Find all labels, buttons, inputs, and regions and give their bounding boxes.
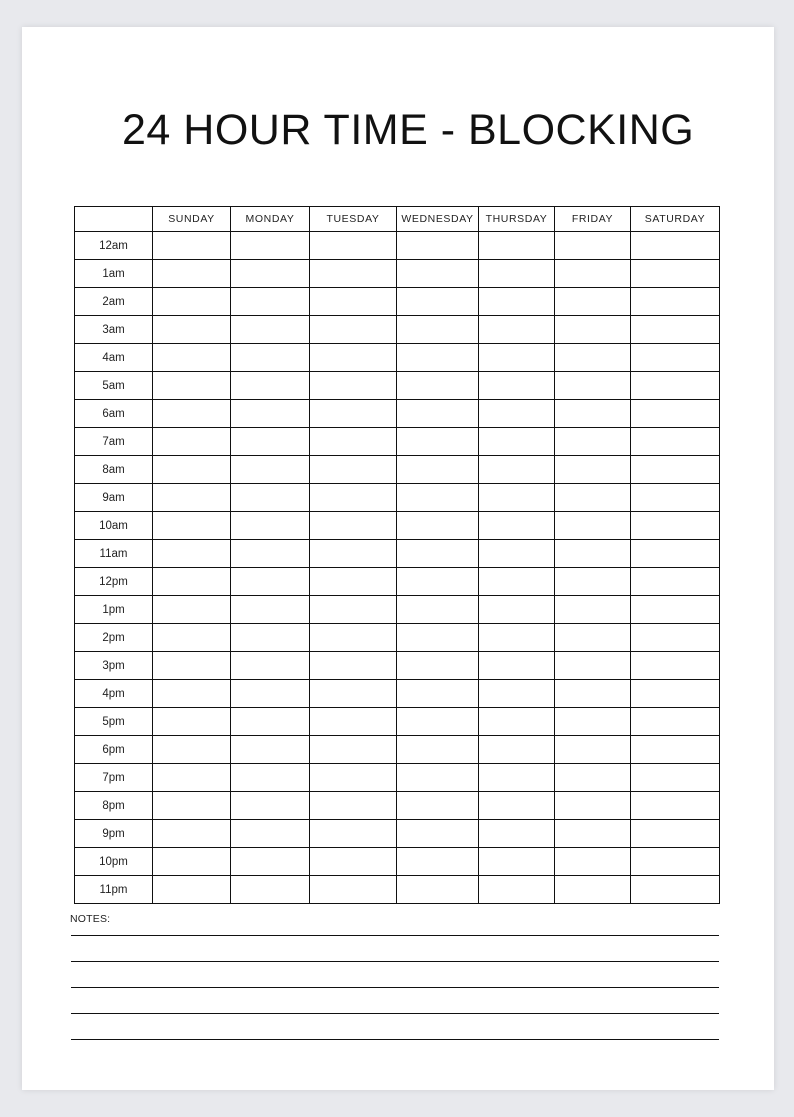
time-block-cell[interactable] [479, 848, 555, 876]
time-block-cell[interactable] [555, 512, 631, 540]
time-row [75, 876, 720, 904]
time-block-cell[interactable] [153, 260, 231, 288]
time-block-cell[interactable] [153, 456, 231, 484]
time-block-cell[interactable] [231, 456, 310, 484]
time-block-cell[interactable] [153, 764, 231, 792]
time-block-cell[interactable] [631, 316, 720, 344]
time-block-cell[interactable] [153, 680, 231, 708]
time-row [75, 372, 720, 400]
time-block-cell[interactable] [310, 428, 397, 456]
time-row [75, 484, 720, 512]
page-title: 24 HOUR TIME - BLOCKING [122, 106, 695, 154]
time-block-cell[interactable] [479, 512, 555, 540]
time-block-cell[interactable] [310, 624, 397, 652]
time-block-cell[interactable] [479, 820, 555, 848]
time-block-cell[interactable] [555, 232, 631, 260]
time-block-cell[interactable] [153, 316, 231, 344]
time-label: 4pm [75, 680, 153, 708]
time-block-cell[interactable] [631, 764, 720, 792]
time-block-cell[interactable] [397, 512, 479, 540]
time-block-cell[interactable] [397, 232, 479, 260]
time-block-cell[interactable] [397, 372, 479, 400]
time-block-cell[interactable] [479, 316, 555, 344]
time-label: 10am [75, 512, 153, 540]
time-block-cell[interactable] [231, 820, 310, 848]
time-block-cell[interactable] [479, 680, 555, 708]
time-block-cell[interactable] [631, 400, 720, 428]
time-block-cell[interactable] [631, 568, 720, 596]
time-block-cell[interactable] [310, 848, 397, 876]
time-block-cell[interactable] [555, 400, 631, 428]
time-label: 7pm [75, 764, 153, 792]
time-block-cell[interactable] [555, 568, 631, 596]
time-block-cell[interactable] [231, 400, 310, 428]
time-block-cell[interactable] [631, 484, 720, 512]
time-block-cell[interactable] [310, 568, 397, 596]
time-block-cell[interactable] [479, 456, 555, 484]
time-block-cell[interactable] [231, 680, 310, 708]
time-block-cell[interactable] [555, 876, 631, 904]
time-row [75, 260, 720, 288]
time-block-cell[interactable] [231, 624, 310, 652]
notes-line [71, 935, 719, 936]
time-block-cell[interactable] [153, 372, 231, 400]
time-block-cell[interactable] [479, 596, 555, 624]
day-header: WEDNESDAY [397, 207, 479, 232]
time-block-cell[interactable] [555, 736, 631, 764]
time-block-cell[interactable] [231, 288, 310, 316]
notes-line [71, 1013, 719, 1014]
time-block-cell[interactable] [555, 456, 631, 484]
notes-label: NOTES: [70, 913, 111, 925]
day-header: SUNDAY [153, 207, 231, 232]
time-label: 6am [75, 400, 153, 428]
time-block-cell[interactable] [631, 792, 720, 820]
time-block-cell[interactable] [310, 232, 397, 260]
time-block-cell[interactable] [631, 232, 720, 260]
time-block-cell[interactable] [479, 400, 555, 428]
time-block-cell[interactable] [397, 540, 479, 568]
time-block-cell[interactable] [555, 596, 631, 624]
time-block-cell[interactable] [153, 288, 231, 316]
time-block-cell[interactable] [153, 540, 231, 568]
time-block-cell[interactable] [231, 876, 310, 904]
time-block-cell[interactable] [555, 680, 631, 708]
time-block-cell[interactable] [310, 344, 397, 372]
time-block-cell[interactable] [479, 792, 555, 820]
time-block-cell[interactable] [231, 232, 310, 260]
time-label: 2am [75, 288, 153, 316]
time-rows [75, 232, 720, 904]
time-block-cell[interactable] [153, 652, 231, 680]
time-block-cell[interactable] [397, 260, 479, 288]
time-block-cell[interactable] [397, 764, 479, 792]
time-block-cell[interactable] [397, 316, 479, 344]
time-block-cell[interactable] [631, 512, 720, 540]
time-block-cell[interactable] [231, 736, 310, 764]
time-row [75, 792, 720, 820]
time-block-table [74, 206, 720, 904]
time-block-cell[interactable] [397, 456, 479, 484]
planner-page [22, 27, 774, 1090]
time-label: 9pm [75, 820, 153, 848]
corner-cell [75, 207, 153, 232]
time-block-cell[interactable] [153, 876, 231, 904]
time-label: 12am [75, 232, 153, 260]
notes-line [71, 1039, 719, 1040]
time-block-cell[interactable] [397, 568, 479, 596]
time-block-cell[interactable] [153, 708, 231, 736]
time-block-cell[interactable] [231, 848, 310, 876]
time-block-cell[interactable] [310, 540, 397, 568]
time-block-cell[interactable] [631, 680, 720, 708]
time-block-cell[interactable] [310, 652, 397, 680]
time-block-cell[interactable] [153, 624, 231, 652]
time-row [75, 736, 720, 764]
time-block-cell[interactable] [631, 596, 720, 624]
time-block-cell[interactable] [153, 568, 231, 596]
time-label: 5pm [75, 708, 153, 736]
time-block-cell[interactable] [397, 624, 479, 652]
time-block-cell[interactable] [310, 680, 397, 708]
time-block-cell[interactable] [153, 596, 231, 624]
time-block-cell[interactable] [310, 260, 397, 288]
time-row [75, 316, 720, 344]
time-block-cell[interactable] [231, 792, 310, 820]
time-block-cell[interactable] [631, 848, 720, 876]
time-block-cell[interactable] [231, 484, 310, 512]
time-block-cell[interactable] [479, 372, 555, 400]
time-row [75, 764, 720, 792]
time-block-cell[interactable] [631, 820, 720, 848]
time-row [75, 456, 720, 484]
time-block-cell[interactable] [631, 372, 720, 400]
time-label: 3am [75, 316, 153, 344]
time-block-cell[interactable] [397, 680, 479, 708]
notes-line [71, 987, 719, 988]
time-block-cell[interactable] [397, 652, 479, 680]
time-block-cell[interactable] [397, 596, 479, 624]
time-block-cell[interactable] [310, 596, 397, 624]
time-block-cell[interactable] [631, 260, 720, 288]
time-block-cell[interactable] [631, 736, 720, 764]
time-block-cell[interactable] [231, 652, 310, 680]
time-block-cell[interactable] [231, 568, 310, 596]
time-block-cell[interactable] [631, 288, 720, 316]
time-block-cell[interactable] [555, 708, 631, 736]
time-block-cell[interactable] [397, 792, 479, 820]
time-label: 8pm [75, 792, 153, 820]
time-block-cell[interactable] [231, 540, 310, 568]
time-block-cell[interactable] [555, 624, 631, 652]
time-block-cell[interactable] [555, 344, 631, 372]
time-block-cell[interactable] [310, 456, 397, 484]
time-label: 1am [75, 260, 153, 288]
time-block-cell[interactable] [231, 764, 310, 792]
time-block-cell[interactable] [153, 736, 231, 764]
time-block-cell[interactable] [479, 288, 555, 316]
time-block-cell[interactable] [153, 484, 231, 512]
time-block-cell[interactable] [397, 820, 479, 848]
day-header: SATURDAY [631, 207, 720, 232]
time-label: 7am [75, 428, 153, 456]
time-block-cell[interactable] [555, 428, 631, 456]
time-block-cell[interactable] [397, 288, 479, 316]
time-block-cell[interactable] [310, 288, 397, 316]
time-block-cell[interactable] [310, 512, 397, 540]
time-row [75, 512, 720, 540]
time-label: 5am [75, 372, 153, 400]
time-block-cell[interactable] [555, 260, 631, 288]
header-row [75, 207, 720, 232]
time-block-cell[interactable] [555, 764, 631, 792]
day-header: FRIDAY [555, 207, 631, 232]
time-row [75, 540, 720, 568]
time-block-cell[interactable] [231, 316, 310, 344]
time-block-cell[interactable] [479, 708, 555, 736]
time-block-cell[interactable] [231, 512, 310, 540]
time-row [75, 680, 720, 708]
time-block-cell[interactable] [631, 652, 720, 680]
time-label: 3pm [75, 652, 153, 680]
time-block-cell[interactable] [631, 540, 720, 568]
time-block-cell[interactable] [310, 372, 397, 400]
time-block-cell[interactable] [479, 260, 555, 288]
time-block-cell[interactable] [555, 288, 631, 316]
time-label: 12pm [75, 568, 153, 596]
time-block-cell[interactable] [631, 344, 720, 372]
time-block-cell[interactable] [631, 708, 720, 736]
time-label: 10pm [75, 848, 153, 876]
time-block-cell[interactable] [397, 484, 479, 512]
day-header: MONDAY [231, 207, 310, 232]
time-block-cell[interactable] [231, 344, 310, 372]
time-row [75, 344, 720, 372]
time-row [75, 820, 720, 848]
time-block-cell[interactable] [231, 708, 310, 736]
time-block-cell[interactable] [479, 428, 555, 456]
time-row [75, 652, 720, 680]
time-block-cell[interactable] [479, 764, 555, 792]
time-block-cell[interactable] [397, 428, 479, 456]
time-label: 2pm [75, 624, 153, 652]
time-block-cell[interactable] [631, 456, 720, 484]
time-row [75, 596, 720, 624]
time-block-cell[interactable] [397, 736, 479, 764]
time-block-cell[interactable] [631, 876, 720, 904]
time-block-cell[interactable] [555, 820, 631, 848]
time-label: 6pm [75, 736, 153, 764]
time-block-cell[interactable] [310, 316, 397, 344]
time-block-cell[interactable] [153, 232, 231, 260]
time-block-cell[interactable] [310, 708, 397, 736]
time-block-cell[interactable] [555, 652, 631, 680]
time-block-cell[interactable] [397, 400, 479, 428]
time-row [75, 708, 720, 736]
time-block-cell[interactable] [231, 372, 310, 400]
time-label: 11pm [75, 876, 153, 904]
time-block-cell[interactable] [397, 344, 479, 372]
time-block-cell[interactable] [231, 596, 310, 624]
time-label: 8am [75, 456, 153, 484]
time-block-cell[interactable] [310, 400, 397, 428]
time-block-cell[interactable] [555, 316, 631, 344]
time-label: 1pm [75, 596, 153, 624]
time-block-cell[interactable] [397, 848, 479, 876]
time-block-cell[interactable] [153, 428, 231, 456]
time-block-cell[interactable] [231, 428, 310, 456]
time-block-cell[interactable] [310, 876, 397, 904]
time-row [75, 428, 720, 456]
time-block-cell[interactable] [479, 568, 555, 596]
time-label: 11am [75, 540, 153, 568]
time-block-cell[interactable] [631, 428, 720, 456]
time-row [75, 848, 720, 876]
time-block-cell[interactable] [555, 792, 631, 820]
time-block-cell[interactable] [479, 624, 555, 652]
notes-line [71, 961, 719, 962]
time-block-cell[interactable] [397, 876, 479, 904]
time-block-cell[interactable] [153, 820, 231, 848]
time-block-cell[interactable] [631, 624, 720, 652]
time-block-cell[interactable] [479, 652, 555, 680]
time-block-cell[interactable] [479, 344, 555, 372]
time-block-cell[interactable] [555, 848, 631, 876]
time-block-cell[interactable] [231, 260, 310, 288]
time-row [75, 400, 720, 428]
time-block-cell[interactable] [310, 792, 397, 820]
time-row [75, 568, 720, 596]
time-block-cell[interactable] [555, 484, 631, 512]
time-row [75, 288, 720, 316]
time-block-cell[interactable] [310, 764, 397, 792]
time-block-cell[interactable] [153, 792, 231, 820]
time-block-cell[interactable] [310, 484, 397, 512]
time-block-cell[interactable] [310, 736, 397, 764]
time-block-cell[interactable] [479, 736, 555, 764]
day-header: THURSDAY [479, 207, 555, 232]
time-block-cell[interactable] [479, 232, 555, 260]
time-block-cell[interactable] [479, 484, 555, 512]
time-block-cell[interactable] [479, 540, 555, 568]
time-label: 4am [75, 344, 153, 372]
time-block-cell[interactable] [153, 848, 231, 876]
time-row [75, 232, 720, 260]
day-header: TUESDAY [310, 207, 397, 232]
time-label: 9am [75, 484, 153, 512]
time-block-cell[interactable] [397, 708, 479, 736]
time-block-cell[interactable] [153, 512, 231, 540]
time-block-cell[interactable] [555, 372, 631, 400]
time-block-cell[interactable] [153, 400, 231, 428]
time-block-cell[interactable] [555, 540, 631, 568]
time-block-cell[interactable] [479, 876, 555, 904]
time-block-cell[interactable] [153, 344, 231, 372]
time-row [75, 624, 720, 652]
time-block-cell[interactable] [310, 820, 397, 848]
